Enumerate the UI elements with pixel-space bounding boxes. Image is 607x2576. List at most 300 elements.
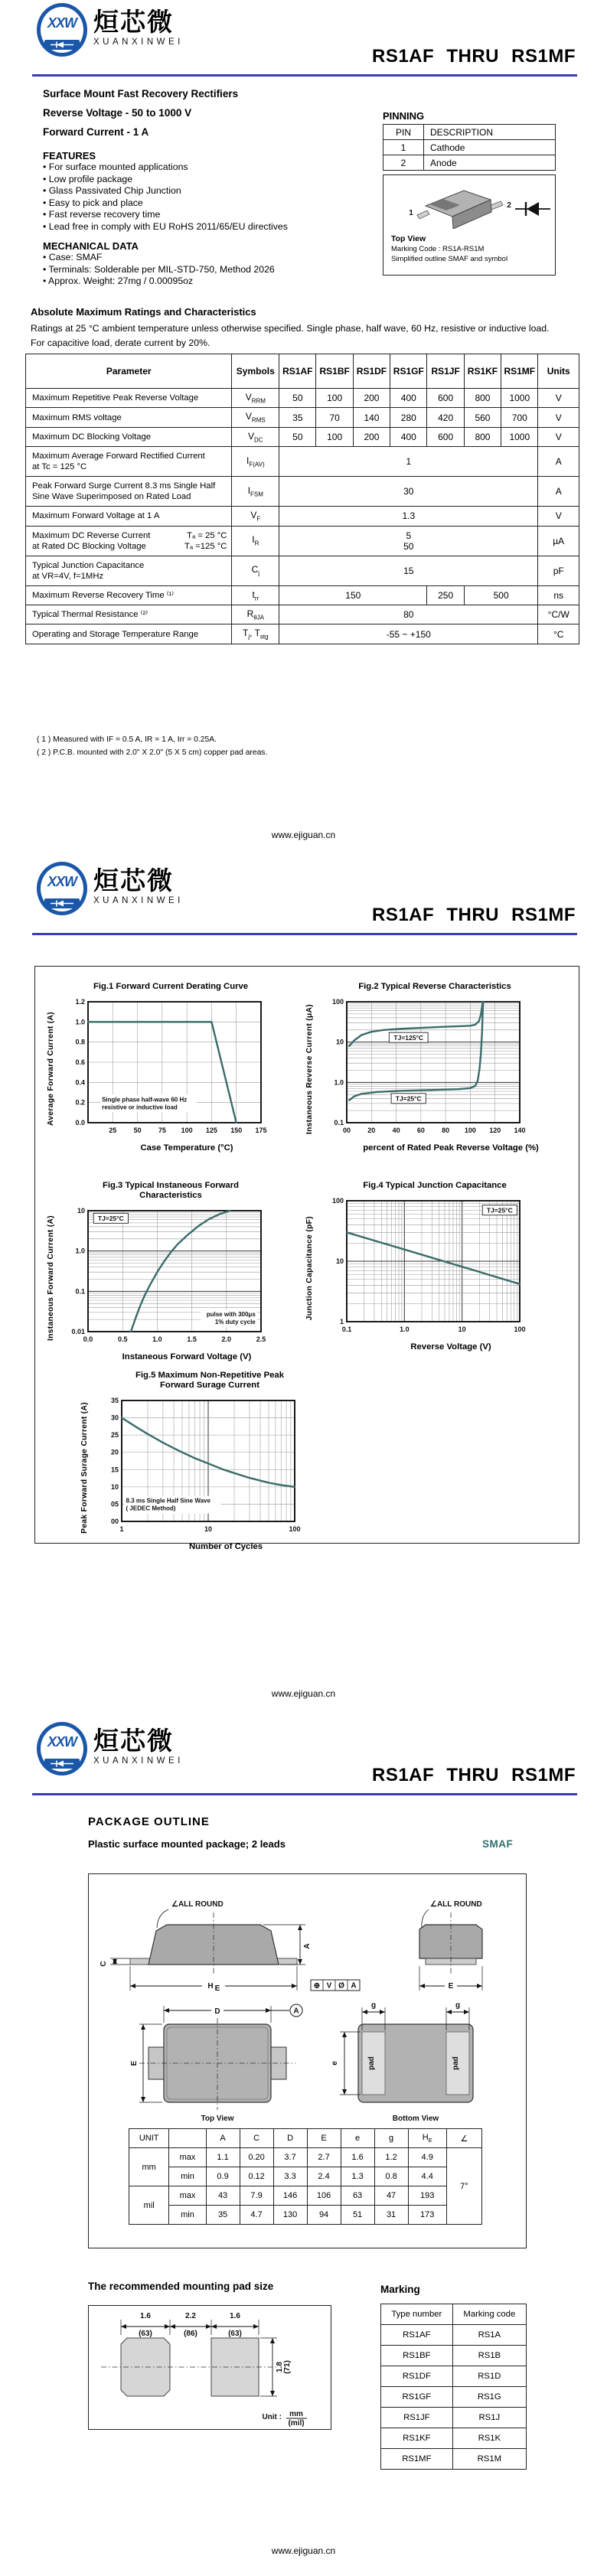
symbol-cell: $t_{rr}$ [232, 585, 279, 605]
cell: RS1AF [381, 2325, 453, 2346]
column-header: C [240, 2129, 273, 2148]
column-header: Type number [381, 2304, 453, 2325]
column-header: g [374, 2129, 408, 2148]
svg-text:100: 100 [331, 998, 344, 1006]
value-cell: 47 [374, 2186, 408, 2206]
svg-text:10: 10 [335, 1257, 344, 1265]
svg-text:120: 120 [489, 1127, 501, 1134]
svg-text:0.1: 0.1 [75, 1287, 85, 1296]
value-cell: 600 [427, 427, 464, 446]
unit-cell: °C/W [538, 605, 579, 624]
column-header: RS1KF [464, 354, 501, 389]
column-header: Symbols [232, 354, 279, 389]
svg-text:e: e [331, 2061, 339, 2066]
svg-text:100: 100 [514, 1325, 526, 1333]
cell: RS1DF [381, 2366, 453, 2387]
cell: RS1M [452, 2449, 526, 2470]
cell: RS1G [452, 2387, 526, 2408]
ratings-row [26, 624, 579, 644]
symbol-cell: $V_{DC}$ [232, 427, 279, 446]
column-header: RS1MF [501, 354, 538, 389]
page3-header [32, 1719, 577, 1795]
value-cell: 4.7 [240, 2206, 273, 2225]
company-name-cn: 烜芯微 [93, 8, 174, 36]
svg-text:D: D [214, 2007, 220, 2016]
svg-text:mm: mm [289, 2410, 303, 2418]
cell: RS1D [452, 2366, 526, 2387]
value-cell: 0.12 [240, 2167, 273, 2186]
value-cell: 1.3 [341, 2167, 374, 2186]
column-header: Marking code [452, 2304, 526, 2325]
svg-text:15: 15 [110, 1466, 119, 1474]
unit-cell: V [538, 507, 579, 526]
headline-line: Surface Mount Fast Recovery Rectifiers [43, 88, 239, 99]
svg-text:TJ=125°C: TJ=125°C [393, 1033, 424, 1042]
mounting-pad-heading: The recommended mounting pad size [88, 2281, 274, 2292]
svg-text:10: 10 [335, 1038, 344, 1046]
symbol-cell: $T_j$, $T_{stg}$ [232, 624, 279, 644]
angle-cell: 7° [446, 2148, 481, 2225]
svg-text:(86): (86) [184, 2330, 197, 2338]
svg-text:30: 30 [110, 1414, 119, 1422]
dimension-row [129, 2206, 482, 2225]
column-header: RS1DF [353, 354, 390, 389]
value-cell: 0.9 [206, 2167, 240, 2186]
ratings-table [25, 354, 579, 644]
value-cell: 3.7 [273, 2148, 307, 2167]
svg-text:75: 75 [158, 1127, 166, 1134]
value-cell: 146 [273, 2186, 307, 2206]
marking-row [381, 2366, 527, 2387]
package-view-label: Top View [391, 234, 426, 243]
part-title: RS1AF THRU RS1MF [371, 905, 576, 925]
header-rule [32, 1793, 577, 1795]
svg-text:Single phase half-wave 60 Hz: Single phase half-wave 60 Hz [102, 1096, 188, 1104]
symbol-cell: $C_j$ [232, 556, 279, 585]
fig4-typical-junction-capacitance [305, 1181, 565, 1352]
svg-text:H: H [207, 1982, 214, 1991]
svg-text:8.3 ms Single Half Sine Wave: 8.3 ms Single Half Sine Wave [126, 1497, 210, 1505]
logo-diode-icon [44, 1759, 80, 1769]
feature-item: • Low profile package [43, 174, 288, 186]
figure-title: Fig.3 Typical Instaneous Forward Characteristics [102, 1181, 240, 1200]
cell: RS1JF [381, 2408, 453, 2428]
ratings-row [26, 408, 579, 427]
company-name-en: XUANXINWEI [93, 37, 184, 47]
limit-cell: min [169, 2206, 206, 2225]
feature-item: • Lead free in comply with EU RoHS 2011/65/EU directives [43, 221, 288, 233]
column-header: A [206, 2129, 240, 2148]
plot [316, 996, 526, 1143]
svg-text:pulse with 300μs: pulse with 300μs [206, 1310, 256, 1318]
column-header: RS1BF [316, 354, 353, 389]
parameter-cell: Maximum RMS voltage [26, 408, 232, 427]
unit-group-cell: mm [129, 2148, 169, 2186]
feature-item: • For surface mounted applications [43, 161, 288, 174]
unit-group-cell: mil [129, 2186, 169, 2225]
value-cell: 193 [408, 2186, 446, 2206]
value-cell: 420 [427, 408, 464, 427]
svg-text:125: 125 [205, 1127, 217, 1134]
headline-line: Forward Current - 1 A [43, 126, 149, 138]
figure-title: Fig.5 Maximum Non-Repetitive Peak Forward Surage Current [135, 1371, 284, 1390]
ratings-row [26, 526, 579, 556]
mechanical-item: • Case: SMAF [43, 252, 275, 264]
features-list [43, 161, 288, 233]
value-cell: 31 [374, 2206, 408, 2225]
value-cell: 1.6 [341, 2148, 374, 2167]
svg-text:g: g [455, 2001, 461, 2010]
svg-text:1.0: 1.0 [400, 1325, 410, 1333]
svg-text:TJ=25°C: TJ=25°C [486, 1206, 513, 1215]
cell: Anode [424, 155, 556, 171]
svg-text:0.1: 0.1 [341, 1325, 352, 1333]
svg-text:175: 175 [255, 1127, 267, 1134]
svg-text:TJ=25°C: TJ=25°C [395, 1094, 422, 1103]
column-header: ∠ [446, 2129, 481, 2148]
column-header: UNIT [129, 2129, 169, 2148]
plot [316, 1195, 526, 1342]
svg-text:( JEDEC Method): ( JEDEC Method) [126, 1505, 176, 1512]
feature-item: • Fast reverse recovery time [43, 209, 288, 221]
y-axis-label: Average Forward Current (A) [47, 1012, 55, 1127]
column-header: PIN [383, 125, 424, 140]
svg-text:resistive or inductive load: resistive or inductive load [102, 1104, 178, 1111]
features-heading: FEATURES [43, 150, 96, 161]
svg-text:(71): (71) [283, 2360, 292, 2374]
symbol-cell: $I_{F(AV)}$ [232, 447, 279, 477]
y-axis-label: Junction Capacitance (pF) [305, 1215, 314, 1321]
company-logo: XXW 烜芯微 XUANXINWEI [37, 1722, 184, 1775]
unit-cell: V [538, 389, 579, 408]
svg-text:100: 100 [181, 1127, 193, 1134]
svg-text:50: 50 [133, 1127, 142, 1134]
page2-header [32, 859, 577, 935]
symbol-cell: $I_R$ [232, 526, 279, 556]
svg-text:TJ=25°C: TJ=25°C [97, 1215, 124, 1223]
marking-table [380, 2304, 527, 2470]
parameter-cell: Peak Forward Surge Current 8.3 ms Single Half Sine Wave Superimposed on Rated Load [26, 477, 232, 507]
svg-text:1.6: 1.6 [230, 2312, 240, 2320]
svg-text:60: 60 [416, 1127, 425, 1134]
mechanical-list [43, 252, 275, 288]
svg-text:1.8: 1.8 [276, 2362, 284, 2372]
ratings-row [26, 389, 579, 408]
footer-url: www.ejiguan.cn [271, 1688, 336, 1699]
column-header: RS1GF [390, 354, 427, 389]
svg-text:E: E [130, 2060, 139, 2066]
column-header: RS1AF [279, 354, 316, 389]
value-cell: 7.9 [240, 2186, 273, 2206]
svg-text:⊕: ⊕ [313, 1981, 321, 1991]
value-cell: 560 [464, 408, 501, 427]
cell: RS1K [452, 2428, 526, 2449]
logo-circle-icon: XXW [37, 862, 87, 915]
package-figure-box [383, 174, 556, 276]
marking-row [381, 2387, 527, 2408]
company-logo [37, 3, 184, 57]
page1-header [32, 0, 577, 77]
symbol-cell: $I_{FSM}$ [232, 477, 279, 507]
column-header: RS1JF [427, 354, 464, 389]
value-cell: 280 [390, 408, 427, 427]
value-cell: 150 [279, 585, 427, 605]
dimension-row [129, 2148, 482, 2167]
cell: Cathode [424, 140, 556, 155]
package-outline-subtitle: Plastic surface mounted package; 2 leads [88, 1838, 286, 1850]
svg-text:0.1: 0.1 [334, 1119, 344, 1127]
svg-text:A: A [303, 1943, 312, 1949]
logo-abbr: XXW [47, 15, 77, 31]
value-cell: 4.9 [408, 2148, 446, 2167]
value-cell: 800 [464, 427, 501, 446]
svg-text:1: 1 [119, 1525, 124, 1533]
column-header: D [273, 2129, 307, 2148]
svg-text:E: E [448, 1982, 454, 1991]
package-marking-code: Marking Code : RS1A-RS1M [391, 245, 485, 253]
parameter-cell: Maximum Forward Voltage at 1 A [26, 507, 232, 526]
value-cell: 35 [279, 408, 316, 427]
feature-item: • Easy to pick and place [43, 197, 288, 210]
value-cell: 43 [206, 2186, 240, 2206]
value-cell: 1.1 [206, 2148, 240, 2167]
svg-text:0.8: 0.8 [75, 1038, 85, 1046]
svg-text:Bottom View: Bottom View [392, 2115, 439, 2123]
svg-text:Unit :: Unit : [262, 2413, 282, 2421]
logo-diode-icon [44, 40, 80, 50]
svg-text:10: 10 [77, 1207, 85, 1215]
value-cell: 800 [464, 389, 501, 408]
y-axis-label: Instaneous Reverse Current (μA) [305, 1003, 314, 1135]
x-axis-label: Number of Cycles [188, 1542, 263, 1551]
svg-text:1.0: 1.0 [152, 1335, 162, 1343]
fig3-typical-instaneous-forward-characteristics [46, 1181, 295, 1361]
svg-text:10: 10 [458, 1325, 466, 1333]
svg-text:1% duty cycle: 1% duty cycle [214, 1318, 256, 1325]
symbol-cell: $V_{RMS}$ [232, 408, 279, 427]
svg-text:(mil): (mil) [288, 2419, 305, 2428]
dimension-row [129, 2167, 482, 2186]
pin-row [383, 155, 556, 171]
value-cell: 63 [341, 2186, 374, 2206]
svg-text:pad: pad [367, 2056, 376, 2070]
value-cell: -55 ~ +150 [279, 624, 538, 644]
symbol-cell: $R_{\theta JA}$ [232, 605, 279, 624]
logo-circle-icon [37, 3, 87, 57]
value-cell: 30 [279, 477, 538, 507]
footer-url: www.ejiguan.cn [271, 830, 336, 840]
svg-text:(63): (63) [139, 2330, 152, 2338]
figure-title: Fig.1 Forward Current Derating Curve [93, 982, 249, 991]
value-cell: 200 [353, 389, 390, 408]
svg-text:1.0: 1.0 [75, 1247, 85, 1255]
value-cell: 140 [353, 408, 390, 427]
svg-text:100: 100 [289, 1525, 301, 1533]
ratings-row [26, 477, 579, 507]
x-axis-label: Instaneous Forward Voltage (V) [122, 1352, 252, 1361]
svg-text:25: 25 [110, 1431, 119, 1440]
part-title: RS1AF THRU RS1MF [371, 1765, 576, 1785]
value-cell: 250 [427, 585, 464, 605]
value-cell: 1000 [501, 389, 538, 408]
value-cell: 0.8 [374, 2167, 408, 2186]
svg-text:35: 35 [110, 1397, 119, 1404]
mounting-pad-drawing [89, 2306, 330, 2428]
svg-text:2: 2 [507, 201, 511, 210]
parameter-cell: Maximum Average Forward Rectified Current at Tc = 125 °C [26, 447, 232, 477]
plot [91, 1394, 301, 1541]
marking-row [381, 2408, 527, 2428]
svg-text:1.0: 1.0 [334, 1078, 344, 1087]
headline-line: Reverse Voltage - 50 to 1000 V [43, 107, 192, 119]
svg-text:0.5: 0.5 [117, 1335, 128, 1343]
svg-text:2.2: 2.2 [185, 2312, 196, 2320]
value-cell: 200 [353, 427, 390, 446]
characteristic-curves-box [34, 966, 579, 1551]
cell: RS1B [452, 2346, 526, 2366]
svg-text:1: 1 [339, 1318, 344, 1325]
cell: RS1A [452, 2325, 526, 2346]
feature-item: • Glass Passivated Chip Junction [43, 185, 288, 197]
svg-text:0.0: 0.0 [83, 1335, 93, 1343]
parameter-cell: Operating and Storage Temperature Range [26, 624, 232, 644]
svg-text:00: 00 [110, 1518, 119, 1525]
marking-row [381, 2428, 527, 2449]
unit-cell: A [538, 477, 579, 507]
ratings-row [26, 585, 579, 605]
value-cell: 1 [279, 447, 538, 477]
value-cell: 130 [273, 2206, 307, 2225]
y-axis-label: Instaneous Forward Current (A) [47, 1215, 55, 1342]
ratings-heading: Absolute Maximum Ratings and Characteristics [31, 306, 256, 318]
x-axis-label: Case Temperature (°C) [140, 1143, 233, 1153]
fig1-forward-current-derating-curve [46, 982, 295, 1153]
plot [57, 1205, 267, 1352]
svg-text:1.0: 1.0 [75, 1018, 85, 1026]
y-axis-label: Peak Forward Surage Current (A) [80, 1402, 89, 1534]
ratings-row [26, 507, 579, 526]
unit-cell: V [538, 408, 579, 427]
svg-text:0.4: 0.4 [75, 1078, 85, 1087]
unit-cell: A [538, 447, 579, 477]
svg-text:V: V [326, 1981, 332, 1991]
column-header: DESCRIPTION [424, 125, 556, 140]
parameter-cell: Maximum Repetitive Peak Reverse Voltage [26, 389, 232, 408]
marking-row [381, 2449, 527, 2470]
headline [43, 84, 238, 142]
ratings-description: Ratings at 25 °C ambient temperature unless otherwise specified. Single phase, half wave, 60 Hz, resistive or inductive load. For capacitive load, derate current by 20%. [31, 323, 550, 348]
x-axis-label: Reverse Voltage (V) [410, 1342, 491, 1352]
svg-text:140: 140 [514, 1127, 526, 1134]
pin-row [383, 140, 556, 155]
value-cell: 700 [501, 408, 538, 427]
dimension-table [129, 2128, 482, 2225]
value-cell: 173 [408, 2206, 446, 2225]
column-header: e [341, 2129, 374, 2148]
company-logo: XXW 烜芯微 XUANXINWEI [37, 862, 184, 915]
column-header: Parameter [26, 354, 232, 389]
marking-heading: Marking [380, 2284, 420, 2295]
column-header: Units [538, 354, 579, 389]
mechanical-section [43, 240, 275, 288]
value-cell: 500 [464, 585, 538, 605]
footer-url: www.ejiguan.cn [271, 2545, 336, 2556]
value-cell: 1.2 [374, 2148, 408, 2167]
plot [57, 996, 267, 1143]
unit-cell: V [538, 427, 579, 446]
parameter-cell: Typical Thermal Resistance ⁽²⁾ [26, 605, 232, 624]
package-caption: Simplified outline SMAF and symbol [391, 255, 508, 263]
mechanical-heading: MECHANICAL DATA [43, 240, 139, 252]
ratings-row [26, 427, 579, 446]
svg-text:1.6: 1.6 [140, 2312, 151, 2320]
marking-row [381, 2325, 527, 2346]
value-cell: 600 [427, 389, 464, 408]
symbol-cell: $V_F$ [232, 507, 279, 526]
ratings-row [26, 447, 579, 477]
header-rule [32, 74, 577, 77]
svg-text:10: 10 [110, 1482, 119, 1491]
part-title: RS1AF THRU RS1MF [371, 46, 576, 67]
parameter-cell: Maximum DC Reverse Current Tₐ = 25 °C at Rated DC Blocking Voltage Tₐ =125 °C [26, 526, 232, 556]
value-cell: 0.20 [240, 2148, 273, 2167]
svg-text:Ø: Ø [338, 1981, 344, 1991]
parameter-cell: Typical Junction Capacitance at VR=4V, f=1MHz [26, 556, 232, 585]
cell: RS1BF [381, 2346, 453, 2366]
ratings-row [26, 556, 579, 585]
svg-text:05: 05 [110, 1500, 119, 1508]
svg-text:25: 25 [109, 1127, 117, 1134]
svg-text:Top View: Top View [201, 2115, 234, 2123]
value-cell: 100 [316, 427, 353, 446]
fig2-typical-reverse-characteristics [305, 982, 565, 1153]
svg-text:40: 40 [392, 1127, 400, 1134]
logo-circle-icon: XXW [37, 1722, 87, 1775]
svg-text:00: 00 [342, 1127, 351, 1134]
cell: RS1GF [381, 2387, 453, 2408]
unit-cell: °C [538, 624, 579, 644]
package-3d-and-symbol-drawing [383, 175, 553, 229]
value-cell: 2.7 [307, 2148, 341, 2167]
svg-text:E: E [214, 1984, 220, 1993]
value-cell: 106 [307, 2186, 341, 2206]
x-axis-label: percent of Rated Peak Reverse Voltage (%) [363, 1143, 539, 1153]
package-outline-heading: PACKAGE OUTLINE [88, 1815, 210, 1828]
unit-cell: µA [538, 526, 579, 556]
value-cell: 70 [316, 408, 353, 427]
value-cell: 400 [390, 427, 427, 446]
value-cell: 15 [279, 556, 538, 585]
cell: RS1MF [381, 2449, 453, 2470]
marking-row [381, 2346, 527, 2366]
unit-cell: pF [538, 556, 579, 585]
svg-text:1: 1 [409, 209, 413, 217]
value-cell: 50 [279, 389, 316, 408]
column-header: E [307, 2129, 341, 2148]
parameter-cell: Maximum Reverse Recovery Time ⁽¹⁾ [26, 585, 232, 605]
svg-text:150: 150 [230, 1127, 243, 1134]
cell: RS1KF [381, 2428, 453, 2449]
svg-text:A: A [293, 2007, 299, 2016]
package-outline-drawing [89, 1877, 525, 2127]
svg-text:A: A [351, 1981, 357, 1991]
svg-text:0.6: 0.6 [75, 1058, 85, 1066]
value-cell: 100 [316, 389, 353, 408]
fig5-maximum-non-repetitive-peak-forward-surge-current [80, 1371, 340, 1551]
svg-text:pad: pad [452, 2056, 460, 2070]
value-cell: 400 [390, 389, 427, 408]
limit-cell: min [169, 2167, 206, 2186]
